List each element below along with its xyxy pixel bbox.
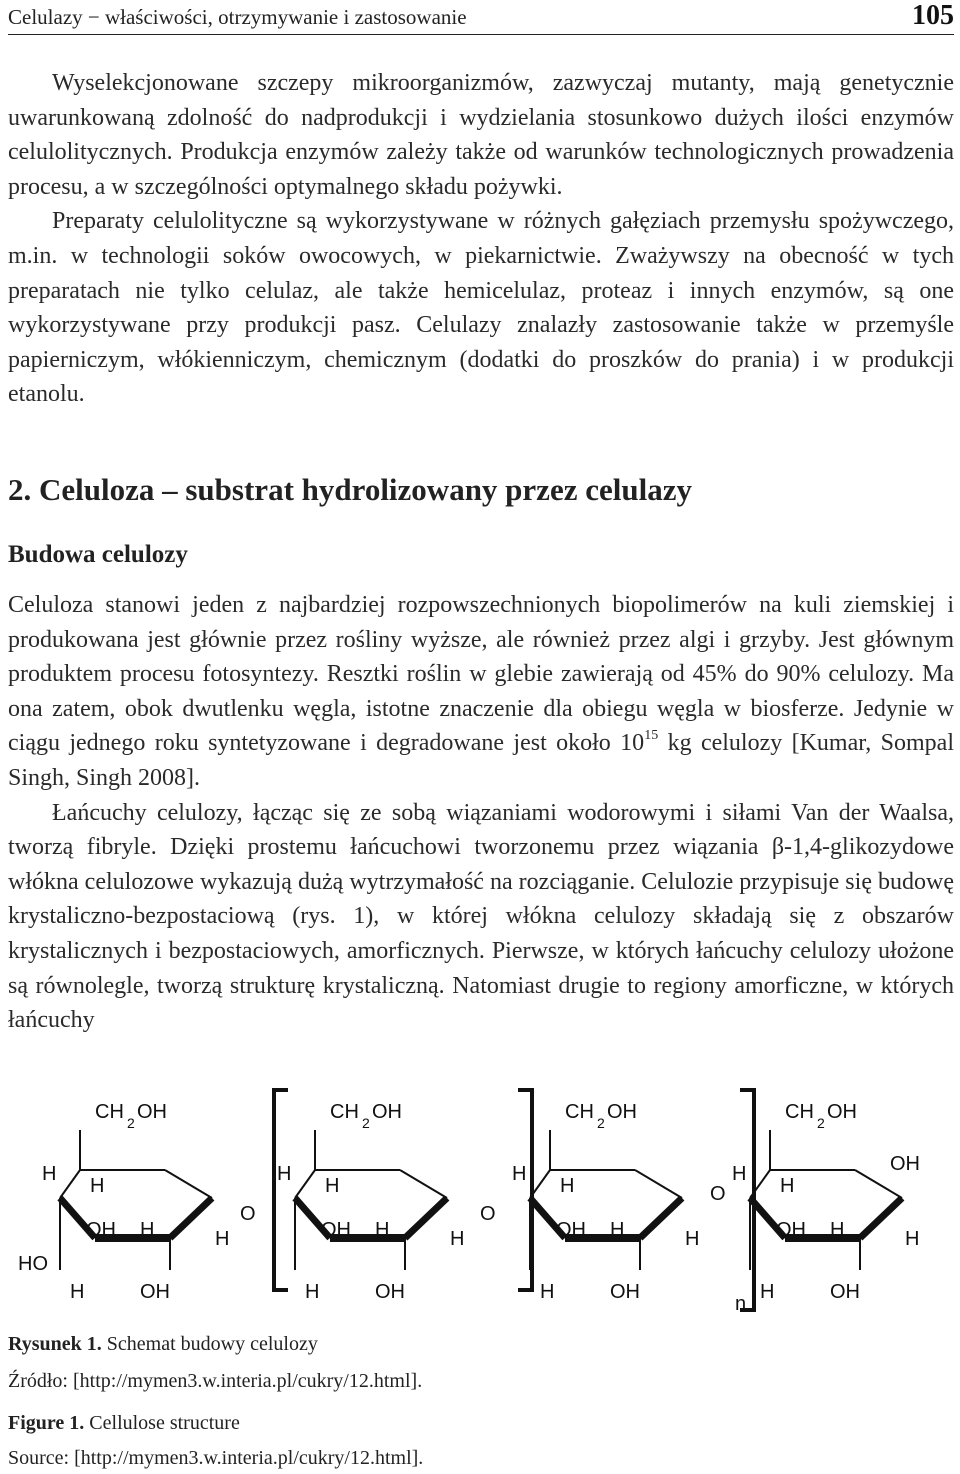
h-label: H [325,1175,340,1197]
figure-caption-pl [8,1333,318,1356]
ch2-label: CH [95,1101,124,1123]
h-label: H [450,1228,465,1250]
ring-bond [405,1198,447,1238]
figure-source-en: Source: [http://mymen3.w.interia.pl/cukry/12.html]. [8,1447,424,1469]
ch2-label: CH [565,1101,594,1123]
ring-bond [165,1170,212,1198]
h-label: H [140,1219,155,1241]
ring-bond [170,1198,212,1238]
h-label: H [277,1163,292,1185]
h-label: H [830,1219,845,1241]
subscript-2: 2 [597,1115,605,1131]
cellulose-structure-figure [10,1080,950,1320]
running-title: Celulazy − właściwości, otrzymywanie i zastosowanie [8,5,467,29]
oh-label: OH [890,1153,920,1175]
h-label: H [760,1281,775,1303]
ch2-label: CH [330,1101,359,1123]
h-label: H [90,1175,105,1197]
h-label: H [780,1175,795,1197]
paragraph: Łańcuchy celulozy, łącząc się ze sobą wiązaniami wodorowymi i siłami Van der Waalsa, tworzą fibryle. Dzięki prostemu łańcuchowi tworzonemu przez wiązania β-1,4-glikozydowe włókna celulozowe wykazują dużą wytrzymałość na rozciąganie. Celulozie przypisuje się budowę krystaliczno-bezpostaciową (rys. 1), w której włókna celulozy składają się z obszarów krystalicznych i bezpostaciowych, amorficznych. Pierwsze, w których łańcuchy celulozy ułożone są równolegle, tworzą strukturę krystaliczną. Natomiast drugie to regiony amorficzne, w których łańcuchy [8,799,954,1034]
oh-label: OH [607,1101,637,1123]
ring-bond [860,1198,902,1238]
h-label: H [685,1228,700,1250]
figure-source-pl: Źródło: [http://mymen3.w.interia.pl/cukry/12.html]. [8,1370,423,1392]
h-label: H [610,1219,625,1241]
caption-text: Schemat budowy celulozy [101,1333,318,1355]
h-label: H [560,1175,575,1197]
glycosidic-oxygen-label: O [480,1203,496,1225]
paragraph: Preparaty celulolityczne są wykorzystywane w różnych gałęziach przemysłu spożywczego, m.in. w technologii soków owocowych, w piekarnictwie. Zważywszy na obecność w tych preparatach nie tylko celulaz, ale także hemicelulaz, proteaz i innych enzymów, są one wykorzystywane przy produkcji pasz. Celulazy znalazły zastosowanie także w przemyśle papierniczym, włókienniczym, chemicznym (dodatki do proszków do prania) i w produkcji etanolu. [8,208,954,408]
ho-label: HO [18,1253,48,1275]
subscript-2: 2 [817,1115,825,1131]
section1-body [8,66,954,412]
paragraph [8,588,954,796]
ring-bond [295,1170,315,1198]
exponent: 15 [644,728,659,744]
repeat-n-label: n [735,1293,747,1315]
glycosidic-oxygen-label: O [710,1183,726,1205]
subscript-2: 2 [127,1115,135,1131]
paragraph: Wyselekcjonowane szczepy mikroorganizmów, zazwyczaj mutanty, mają genetycznie uwarunkowaną zdolność do nadprodukcji i wydzielania stosunkowo dużych ilości enzymów celulolitycznych. Produkcja enzymów zależy także od warunków technologicznych prowadzenia procesu, a w szczególności optymalnego składu pożywki. [8,70,954,200]
oh-label: OH [321,1219,351,1241]
caption-text: Cellulose structure [84,1412,240,1434]
figure-caption-en [8,1412,240,1435]
oh-label: OH [556,1219,586,1241]
ring-bond [640,1198,682,1238]
oh-label: OH [375,1281,405,1303]
oh-label: OH [776,1219,806,1241]
paragraph-text: kg celulozy [Kumar, Sompal Singh, Singh 2008]. [8,730,955,791]
h-label: H [905,1228,920,1250]
ch2-label: CH [785,1101,814,1123]
caption-label: Rysunek 1. [8,1333,102,1355]
glycosidic-oxygen-label: O [240,1203,256,1225]
oh-label: OH [140,1281,170,1303]
left-bracket [274,1090,288,1290]
oh-label: OH [830,1281,860,1303]
h-label: H [70,1281,85,1303]
h-label: H [42,1163,57,1185]
section2-body [8,588,954,1038]
ring-bond [635,1170,682,1198]
subsection-heading: Budowa celulozy [8,541,188,568]
ring-bond [60,1170,80,1198]
h-label: H [305,1281,320,1303]
ring-bond [400,1170,447,1198]
paragraph-text: Celuloza stanowi jeden z najbardziej rozpowszechnionych biopolimerów na kuli ziemskiej i produkowana jest głównie przez rośliny wyższe, ale również przez algi i grzyby. Jest głównym produktem procesu fotosyntezy. Resztki roślin w glebie zawierają od 45% do 90% celulozy. Ma ona zatem, obok dwutlenku węgla, istotne znaczenie dla obiegu węgla w biosferze. Jedynie w ciągu jednego roku syntetyzowane i degradowane jest około 10 [8,592,954,757]
oh-label: OH [372,1101,402,1123]
section-heading: 2. Celuloza – substrat hydrolizowany przez celulazy [8,472,692,507]
h-label: H [215,1228,230,1250]
caption-label: Figure 1. [8,1412,85,1434]
subscript-2: 2 [362,1115,370,1131]
page-number: 105 [912,0,954,31]
h-label: H [732,1163,747,1185]
h-label: H [375,1219,390,1241]
oh-label: OH [610,1281,640,1303]
running-header [8,0,954,35]
oh-label: OH [86,1219,116,1241]
h-label: H [540,1281,555,1303]
oh-label: OH [137,1101,167,1123]
oh-label: OH [827,1101,857,1123]
h-label: H [512,1163,527,1185]
